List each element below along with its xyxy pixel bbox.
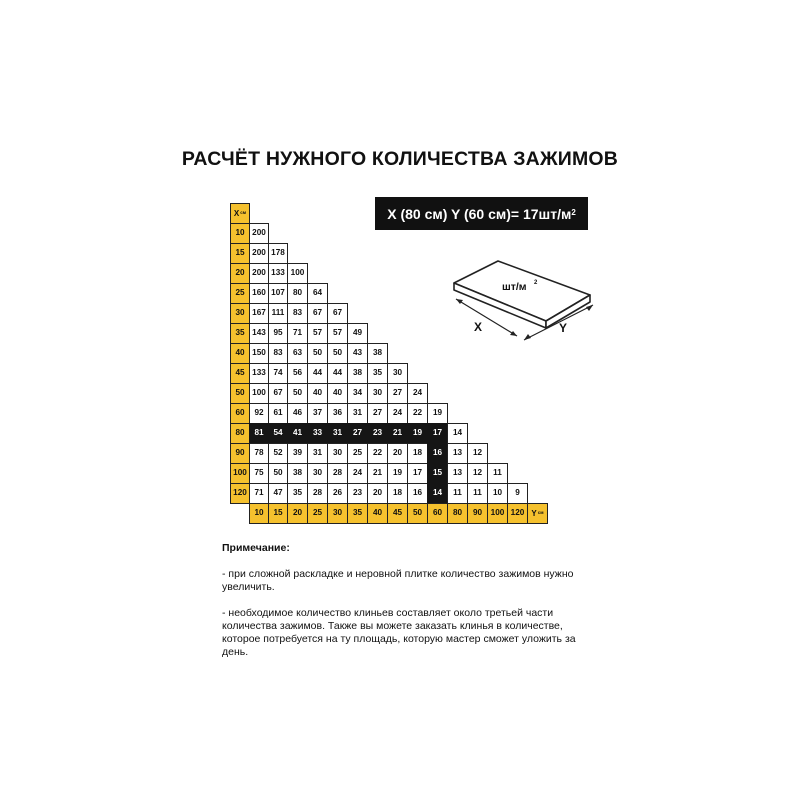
notes-heading: Примечание: [222,542,290,554]
highlighted-value-cell: 81 [249,423,269,444]
value-cell: 83 [268,343,288,364]
value-cell: 31 [307,443,328,464]
value-cell: 63 [287,343,308,364]
y-axis-value: 20 [287,503,308,524]
x-axis-value: 50 [230,383,250,404]
value-cell: 95 [268,323,288,344]
value-cell: 22 [367,443,388,464]
y-axis-value: 50 [407,503,428,524]
x-axis-value: 45 [230,363,250,384]
x-axis-value: 20 [230,263,250,284]
value-cell: 111 [268,303,288,324]
value-cell: 34 [347,383,368,404]
value-cell: 28 [327,463,348,484]
tile-label-sup: 2 [534,280,538,286]
value-cell: 14 [447,423,468,444]
y-axis-value: 45 [387,503,408,524]
x-dimension-label: X [474,320,483,334]
y-axis-value: 30 [327,503,348,524]
note-item: - при сложной раскладке и неровной плитке количество зажимов нужно увеличить. [222,568,574,593]
y-axis-value: 25 [307,503,328,524]
x-axis-value: 100 [230,463,250,484]
value-cell: 22 [407,403,428,424]
highlighted-value-cell: 21 [387,423,408,444]
value-cell: 38 [287,463,308,484]
page-title: РАСЧЁТ НУЖНОГО КОЛИЧЕСТВА ЗАЖИМОВ [181,148,619,170]
x-axis-value: 25 [230,283,250,304]
value-cell: 64 [307,283,328,304]
value-cell: 10 [487,483,508,504]
value-cell: 40 [327,383,348,404]
value-cell: 100 [287,263,308,284]
value-cell: 26 [327,483,348,504]
value-cell: 71 [249,483,269,504]
value-cell: 39 [287,443,308,464]
value-cell: 20 [367,483,388,504]
value-cell: 18 [387,483,408,504]
tile-label: шт/м [502,281,527,293]
value-cell: 12 [467,463,488,484]
value-cell: 71 [287,323,308,344]
value-cell: 50 [327,343,348,364]
value-cell: 18 [407,443,428,464]
highlighted-value-cell: 19 [407,423,428,444]
formula-sup: 2 [571,208,576,217]
x-axis-value: 40 [230,343,250,364]
y-axis-header [527,503,548,524]
highlighted-value-cell: 16 [427,443,448,464]
value-cell: 83 [287,303,308,324]
value-cell: 11 [467,483,488,504]
value-cell: 107 [268,283,288,304]
value-cell: 143 [249,323,269,344]
x-axis-unit: см [240,210,247,216]
value-cell: 47 [268,483,288,504]
value-cell: 38 [347,363,368,384]
value-cell: 44 [307,363,328,384]
highlighted-value-cell: 15 [427,463,448,484]
y-axis-value: 15 [268,503,288,524]
value-cell: 200 [249,223,269,244]
value-cell: 167 [249,303,269,324]
value-cell: 24 [387,403,408,424]
x-axis-header [230,203,250,224]
value-cell: 75 [249,463,269,484]
value-cell: 44 [327,363,348,384]
value-cell: 49 [347,323,368,344]
value-cell: 28 [307,483,328,504]
value-cell: 50 [307,343,328,364]
y-axis-value: 80 [447,503,468,524]
value-cell: 11 [487,463,508,484]
value-cell: 17 [407,463,428,484]
value-cell: 11 [447,483,468,504]
y-axis-header-label: Y [531,508,537,518]
y-axis-value: 35 [347,503,368,524]
value-cell: 27 [387,383,408,404]
value-cell: 13 [447,463,468,484]
value-cell: 150 [249,343,269,364]
value-cell: 35 [287,483,308,504]
y-axis-value: 100 [487,503,508,524]
y-axis-value: 120 [507,503,528,524]
x-axis-value: 120 [230,483,250,504]
value-cell: 56 [287,363,308,384]
value-cell: 46 [287,403,308,424]
value-cell: 19 [427,403,448,424]
value-cell: 50 [268,463,288,484]
value-cell: 12 [467,443,488,464]
value-cell: 38 [367,343,388,364]
x-axis-value: 30 [230,303,250,324]
value-cell: 100 [249,383,269,404]
value-cell: 200 [249,243,269,264]
x-axis-value: 10 [230,223,250,244]
value-cell: 9 [507,483,528,504]
value-cell: 24 [347,463,368,484]
y-axis-value: 90 [467,503,488,524]
y-axis-value: 40 [367,503,388,524]
value-cell: 57 [327,323,348,344]
value-cell: 61 [268,403,288,424]
value-cell: 31 [347,403,368,424]
y-axis-unit: см [537,510,544,516]
value-cell: 40 [307,383,328,404]
y-dimension-label: Y [559,321,568,335]
value-cell: 80 [287,283,308,304]
value-cell: 78 [249,443,269,464]
highlighted-value-cell: 33 [307,423,328,444]
highlighted-value-cell: 17 [427,423,448,444]
value-cell: 20 [387,443,408,464]
value-cell: 160 [249,283,269,304]
x-axis-header-label: X [233,208,240,218]
value-cell: 74 [268,363,288,384]
note-item: - необходимое количество клиньев составляет около третьей части количества зажимов. Также вы можете заказать клинья в количестве, которое потребуется на ту площадь, которую мастер сможет уложить за день. [222,607,576,658]
value-cell: 50 [287,383,308,404]
value-cell: 133 [249,363,269,384]
value-cell: 30 [367,383,388,404]
y-axis-value: 60 [427,503,448,524]
value-cell: 19 [387,463,408,484]
x-axis-value: 80 [230,423,250,444]
x-axis-value: 35 [230,323,250,344]
highlighted-value-cell: 14 [427,483,448,504]
value-cell: 67 [268,383,288,404]
value-cell: 21 [367,463,388,484]
formula-text: X (80 см) Y (60 см)= 17шт/м [387,205,572,222]
value-cell: 30 [387,363,408,384]
value-cell: 43 [347,343,368,364]
value-cell: 57 [307,323,328,344]
x-axis-value: 15 [230,243,250,264]
highlighted-value-cell: 54 [268,423,288,444]
value-cell: 13 [447,443,468,464]
value-cell: 37 [307,403,328,424]
value-cell: 35 [367,363,388,384]
clip-count-table [230,203,560,526]
value-cell: 67 [327,303,348,324]
value-cell: 27 [367,403,388,424]
y-axis-value: 10 [249,503,269,524]
value-cell: 16 [407,483,428,504]
value-cell: 92 [249,403,269,424]
value-cell: 30 [307,463,328,484]
notes-section [222,542,592,672]
x-axis-value: 90 [230,443,250,464]
highlighted-value-cell: 27 [347,423,368,444]
value-cell: 200 [249,263,269,284]
value-cell: 133 [268,263,288,284]
value-cell: 23 [347,483,368,504]
x-axis-value: 60 [230,403,250,424]
value-cell: 52 [268,443,288,464]
value-cell: 24 [407,383,428,404]
highlighted-value-cell: 23 [367,423,388,444]
highlighted-value-cell: 31 [327,423,348,444]
value-cell: 67 [307,303,328,324]
value-cell: 25 [347,443,368,464]
value-cell: 178 [268,243,288,264]
y-arrow-end [586,305,593,311]
value-cell: 36 [327,403,348,424]
value-cell: 30 [327,443,348,464]
highlighted-value-cell: 41 [287,423,308,444]
